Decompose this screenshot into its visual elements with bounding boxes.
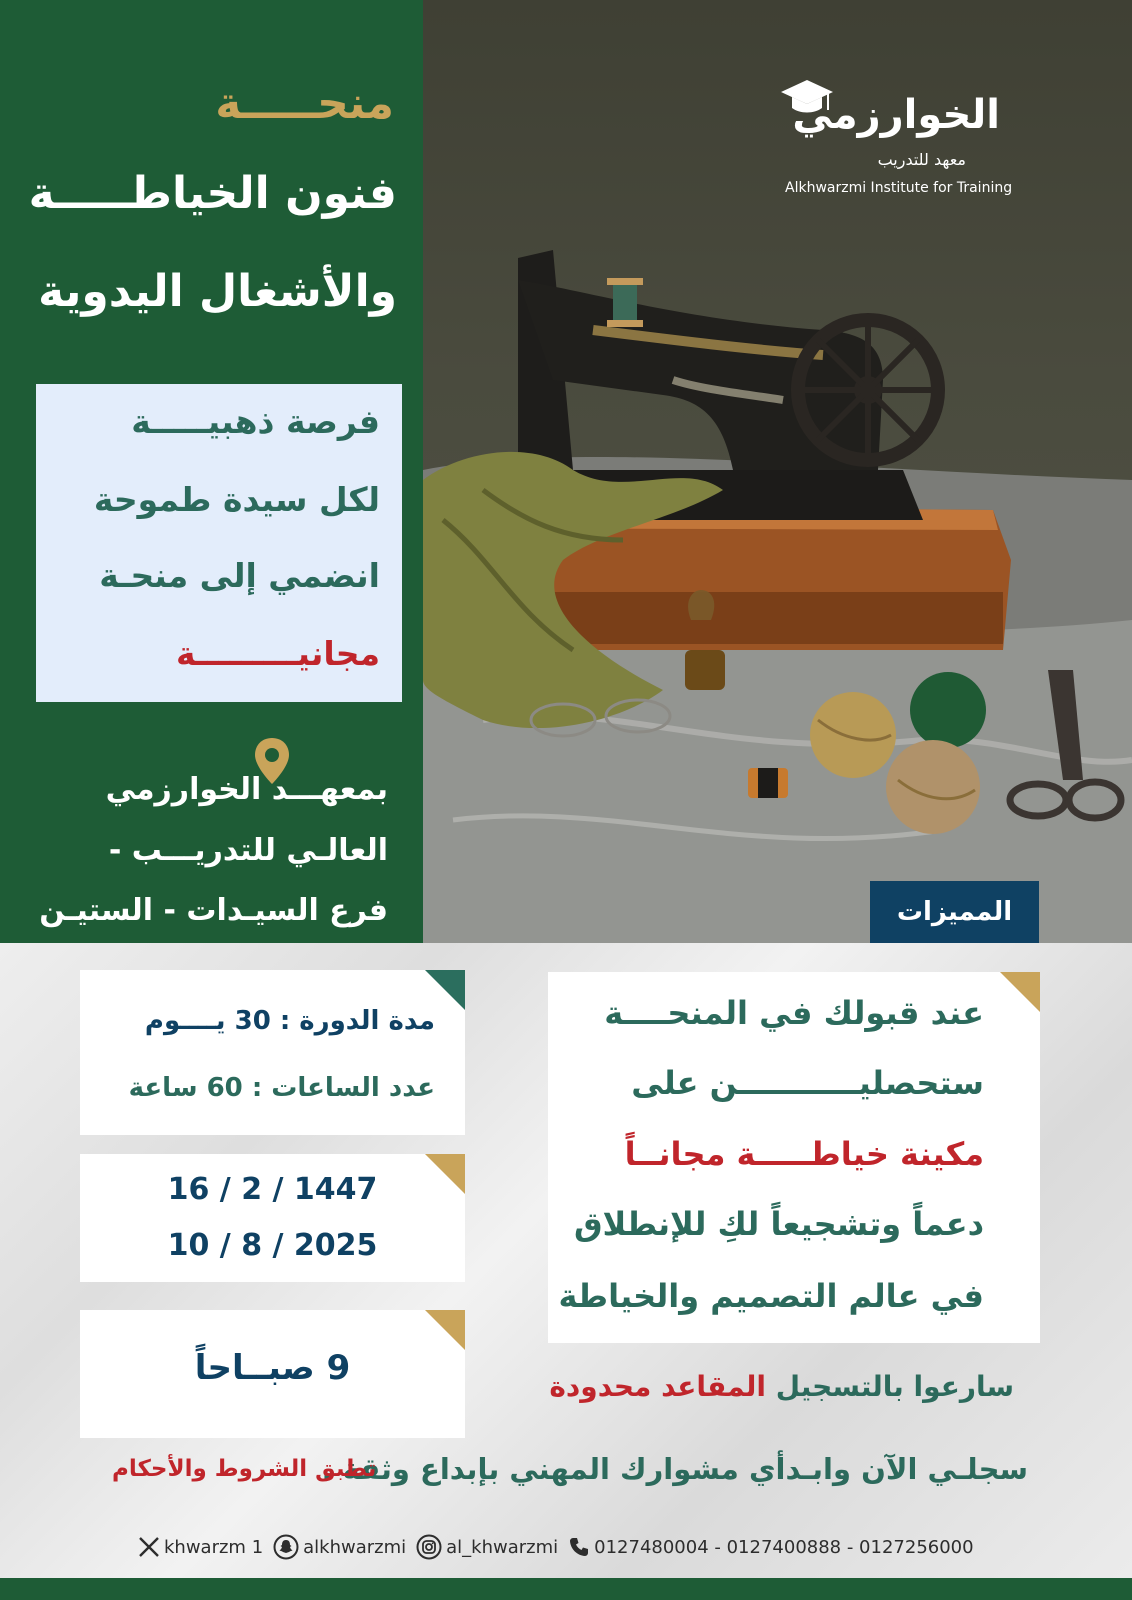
benefit-line4: دعماً وتشجيعاً لكِ للإنطلاق: [573, 1205, 984, 1243]
course-title-line1: فنون الخياطـــــة: [28, 168, 397, 219]
offer-box: [36, 384, 402, 702]
benefit-line2: ستحصليـــــــــــن على: [631, 1064, 984, 1102]
benefit-line1: عند قبولك في المنحــــة: [604, 994, 984, 1032]
snapchat-handle: alkhwarzmi: [303, 1536, 407, 1558]
snapchat-icon: [273, 1534, 299, 1560]
call-to-action: سجلـي الآن وابـدأي مشوارك المهني بإبداع وثقة .: [321, 1452, 1028, 1486]
phone-contact[interactable]: [568, 1536, 973, 1558]
logo-arabic-name: الخوارزمي: [792, 92, 1000, 138]
dates-card: [80, 1154, 465, 1282]
sewing-machine-illustration: [423, 0, 1132, 943]
instagram-handle: al_khwarzmi: [446, 1536, 559, 1558]
limited-seats-text: المقاعد محدودة: [549, 1370, 766, 1403]
phone-icon: [568, 1536, 590, 1558]
location-line1: بمعهـــد الخوارزمي: [105, 772, 388, 807]
footer-bar: [0, 1578, 1132, 1600]
features-tab: المميزات: [870, 881, 1039, 943]
offer-line3: انضمي إلى منحـة: [99, 556, 380, 595]
instagram-icon: [416, 1534, 442, 1560]
hurry-message: [549, 1370, 1014, 1403]
institute-logo: [780, 78, 1020, 203]
sewing-machine-photo: [423, 0, 1132, 943]
hijri-date: 16 / 2 / 1447: [167, 1172, 378, 1207]
gregorian-date: 10 / 8 / 2025: [167, 1228, 378, 1263]
offer-line1: فرصة ذهبيـــــة: [131, 402, 380, 441]
benefit-line5: في عالم التصميم والخياطة: [558, 1277, 984, 1315]
scholarship-label: منحـــــة: [215, 78, 394, 129]
benefit-line3-free-machine: مكينة خياطـــــة مجانــاً: [624, 1135, 984, 1173]
offer-line4-free: مجانيـــــــــة: [176, 634, 380, 673]
course-title-line2: والأشغال اليدوية: [38, 266, 397, 317]
logo-arabic-subtitle: معهد للتدريب: [877, 150, 966, 169]
hurry-text: سارعوا بالتسجيل: [775, 1370, 1014, 1403]
corner-accent: [425, 1310, 465, 1350]
offer-line2: لكل سيدة طموحة: [93, 480, 380, 519]
corner-accent: [425, 970, 465, 1010]
course-hours: عدد الساعات : 60 ساعة: [128, 1073, 435, 1103]
start-time: 9 صبــاحاً: [194, 1348, 351, 1388]
x-icon: [138, 1536, 160, 1558]
instagram-contact[interactable]: [416, 1534, 558, 1560]
corner-accent: [1000, 972, 1040, 1012]
phone-numbers: 0127480004 - 0127400888 - 0127256000: [594, 1536, 974, 1558]
time-card: [80, 1310, 465, 1438]
logo-english-name: Alkhwarzmi Institute for Training: [785, 180, 1013, 196]
x-contact[interactable]: [138, 1536, 263, 1558]
benefit-card: [548, 972, 1040, 1343]
duration-card: [80, 970, 465, 1135]
course-duration: مدة الدورة : 30 يــــوم: [144, 1006, 435, 1036]
snapchat-contact[interactable]: [273, 1534, 406, 1560]
x-handle: khwarzm 1: [164, 1536, 264, 1558]
contact-bar: [138, 1531, 974, 1563]
terms-notice: تطبق الشروط والأحكام: [112, 1456, 377, 1482]
location-line2: العالـي للتدريـــب -: [108, 833, 388, 868]
location-line3: فرع السيـدات - الستيـن: [39, 893, 388, 928]
